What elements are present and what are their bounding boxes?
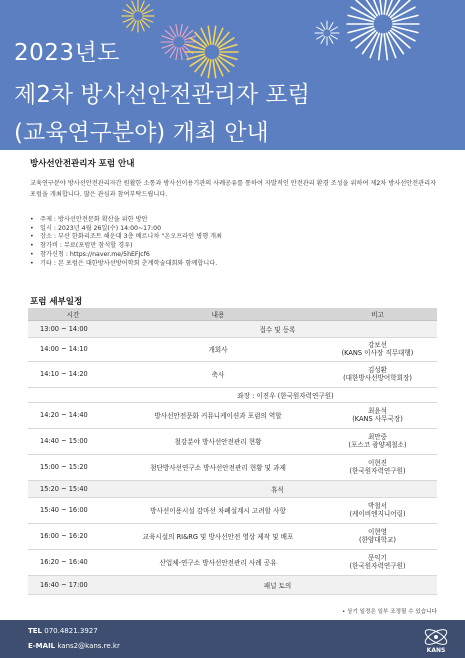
- firework-ray: [384, 34, 387, 60]
- email-label: E-MAIL: [28, 642, 56, 650]
- firework-ray: [321, 23, 325, 30]
- firework-ray: [329, 23, 333, 30]
- row-note: [318, 402, 437, 428]
- footer-email: [28, 642, 120, 650]
- speaker-affiliation: (KANS 이사장 직무대행): [341, 349, 414, 357]
- header-subtitle: (교육연구분야) 개최 안내: [14, 120, 269, 146]
- row-note: [318, 337, 437, 361]
- speaker-affiliation: (케이비엔지니어링): [349, 510, 406, 518]
- kans-logo: [421, 624, 451, 654]
- row-time: 15:40 ~ 16:00: [28, 497, 118, 523]
- info-venue: • 장소 : 부산 한화리조트 해운대 3층 베르나차 "온오프라인 병행 개최: [30, 233, 438, 242]
- schedule-table: [28, 308, 437, 595]
- table-row: [28, 575, 437, 594]
- row-time: 14:00 ~ 14:10: [28, 337, 118, 361]
- firework-ray: [215, 59, 222, 75]
- chair-text: 좌장 : 이진우 (한국원자력연구원): [28, 387, 437, 402]
- speaker-affiliation: (KANS 사무국장): [352, 415, 403, 423]
- firework-icon: [312, 18, 342, 48]
- row-time: 14:20 ~ 14:40: [28, 402, 118, 428]
- speaker-name: 김성환: [367, 366, 388, 374]
- firework-ray: [321, 36, 325, 43]
- firework-ray: [201, 28, 208, 44]
- row-time: 13:00 ~ 14:00: [28, 320, 118, 337]
- speaker-name: 최만중: [367, 433, 388, 441]
- schedule-title: 포럼 세부일정: [30, 297, 83, 307]
- table-row: [28, 320, 437, 337]
- info-registration-link[interactable]: • 참가신청 : https://naver.me/5hEFJcf6: [30, 251, 438, 260]
- firework-icon: [182, 22, 242, 82]
- row-time: 16:40 ~ 17:00: [28, 575, 118, 594]
- row-content: 접수 및 등록: [118, 320, 437, 337]
- intro-title: 방사선안전관리자 포럼 안내: [30, 159, 135, 169]
- header-time: 시간: [28, 308, 118, 320]
- row-content: 패널 토의: [118, 575, 437, 594]
- row-note: [318, 454, 437, 480]
- row-content: 철강분야 방사선안전관리 현황: [118, 428, 318, 454]
- info-date: • 일시 : 2023년 4월 26일(수) 14:00~17:00: [30, 225, 438, 234]
- speaker-name: 이현진: [367, 459, 388, 467]
- speaker-name: 강보선: [367, 341, 388, 349]
- row-time: 14:40 ~ 15:00: [28, 428, 118, 454]
- table-row: [28, 497, 437, 523]
- chair-row: [28, 387, 437, 402]
- footer-tel: [28, 627, 98, 635]
- table-row: [28, 549, 437, 575]
- row-note: [318, 549, 437, 575]
- firework-ray: [317, 35, 324, 39]
- header-title: 제2차 방사선안전관리자 포럼: [14, 82, 310, 108]
- row-content: 첨단방사선연구소 방사선안전관리 현황 및 과제: [118, 454, 318, 480]
- firework-icon: [118, 0, 158, 36]
- table-row: [28, 428, 437, 454]
- firework-ray: [176, 48, 178, 60]
- row-time: 16:00 ~ 16:20: [28, 523, 118, 549]
- tel-value[interactable]: 070.4821.3927: [44, 627, 98, 635]
- row-note: [318, 523, 437, 549]
- row-content: 방사선이용시설 감마선 차폐설계시 고려할 사항: [118, 497, 318, 523]
- speaker-affiliation: (포스코 광양제철소): [348, 441, 407, 449]
- table-row: [28, 523, 437, 549]
- row-note: [318, 497, 437, 523]
- table-row: [28, 454, 437, 480]
- info-etc: • 기타 : 본 포럼은 대한방사선방어학회 춘계학술대회와 함께합니다.: [30, 260, 438, 269]
- row-content: 산업체-연구소 방사선안전관리 사례 공유: [118, 549, 318, 575]
- firework-ray: [329, 36, 333, 43]
- header-banner: [0, 0, 465, 150]
- row-note: [318, 361, 437, 387]
- firework-ray: [201, 59, 208, 75]
- tel-label: TEL: [28, 627, 43, 635]
- row-content: 교육시설의 RI&RG 및 방사선안전 영상 제작 및 배포: [118, 523, 318, 549]
- main-panel: [16, 150, 449, 620]
- row-content: 개회사: [118, 337, 318, 361]
- intro-paragraph: 교육연구분야 방사선안전관리자간 원활한 소통과 방사선이용기관의 사례공유를 통하여 자발적인 안전관리 환경 조성을 위하여 제2차 방사선안전관리자 포럼을 개최합니다. 많은 관심과 참여부탁드립니다.: [30, 180, 437, 198]
- table-row: [28, 402, 437, 428]
- firework-ray: [330, 35, 337, 39]
- info-list: [30, 216, 438, 268]
- row-time: 14:10 ~ 14:20: [28, 361, 118, 387]
- table-row: [28, 361, 437, 387]
- row-time: 15:00 ~ 15:20: [28, 454, 118, 480]
- table-row: [28, 337, 437, 361]
- email-value[interactable]: kans2@kans.re.kr: [57, 642, 120, 650]
- row-time: 15:20 ~ 15:40: [28, 480, 118, 497]
- firework-icon: [343, 0, 423, 64]
- firework-ray: [215, 28, 222, 44]
- firework-ray: [379, 34, 382, 60]
- speaker-affiliation: (대한방사선방어학회장): [343, 374, 412, 382]
- header-year: 2023년도: [14, 40, 120, 66]
- header-note: 비고: [318, 308, 437, 320]
- speaker-affiliation: (한국원자력연구원): [349, 562, 406, 570]
- logo-text: KANS: [426, 647, 446, 654]
- row-time: 16:20 ~ 16:40: [28, 549, 118, 575]
- speaker-name: 문익기: [367, 554, 388, 562]
- header-content: 내용: [118, 308, 318, 320]
- speaker-affiliation: (한양대학교): [359, 536, 396, 544]
- row-content: 축사: [118, 361, 318, 387]
- firework-ray: [213, 26, 216, 44]
- speaker-name: 최윤석: [367, 407, 388, 415]
- speaker-name: 박철서: [367, 502, 388, 510]
- schedule-footnote: • 상기 일정은 일부 조정될 수 있습니다: [341, 609, 437, 615]
- row-content: 방사선안전문화 커뮤니케이션과 포럼의 역할: [118, 402, 318, 428]
- table-row: [28, 480, 437, 497]
- firework-ray: [176, 24, 178, 36]
- speaker-affiliation: (한국원자력연구원): [349, 467, 406, 475]
- schedule-header-row: [28, 308, 437, 320]
- speaker-name: 이현영: [367, 528, 388, 536]
- firework-ray: [330, 27, 337, 31]
- row-note: [318, 428, 437, 454]
- info-fee: • 참가비 : 무료(포럼만 참석할 경우): [30, 242, 438, 251]
- footer: [0, 620, 465, 658]
- info-topic: • 주제 : 방사선안전문화 확산을 위한 방안: [30, 216, 438, 225]
- firework-ray: [208, 26, 211, 44]
- firework-ray: [317, 27, 324, 31]
- row-content: 휴식: [118, 480, 437, 497]
